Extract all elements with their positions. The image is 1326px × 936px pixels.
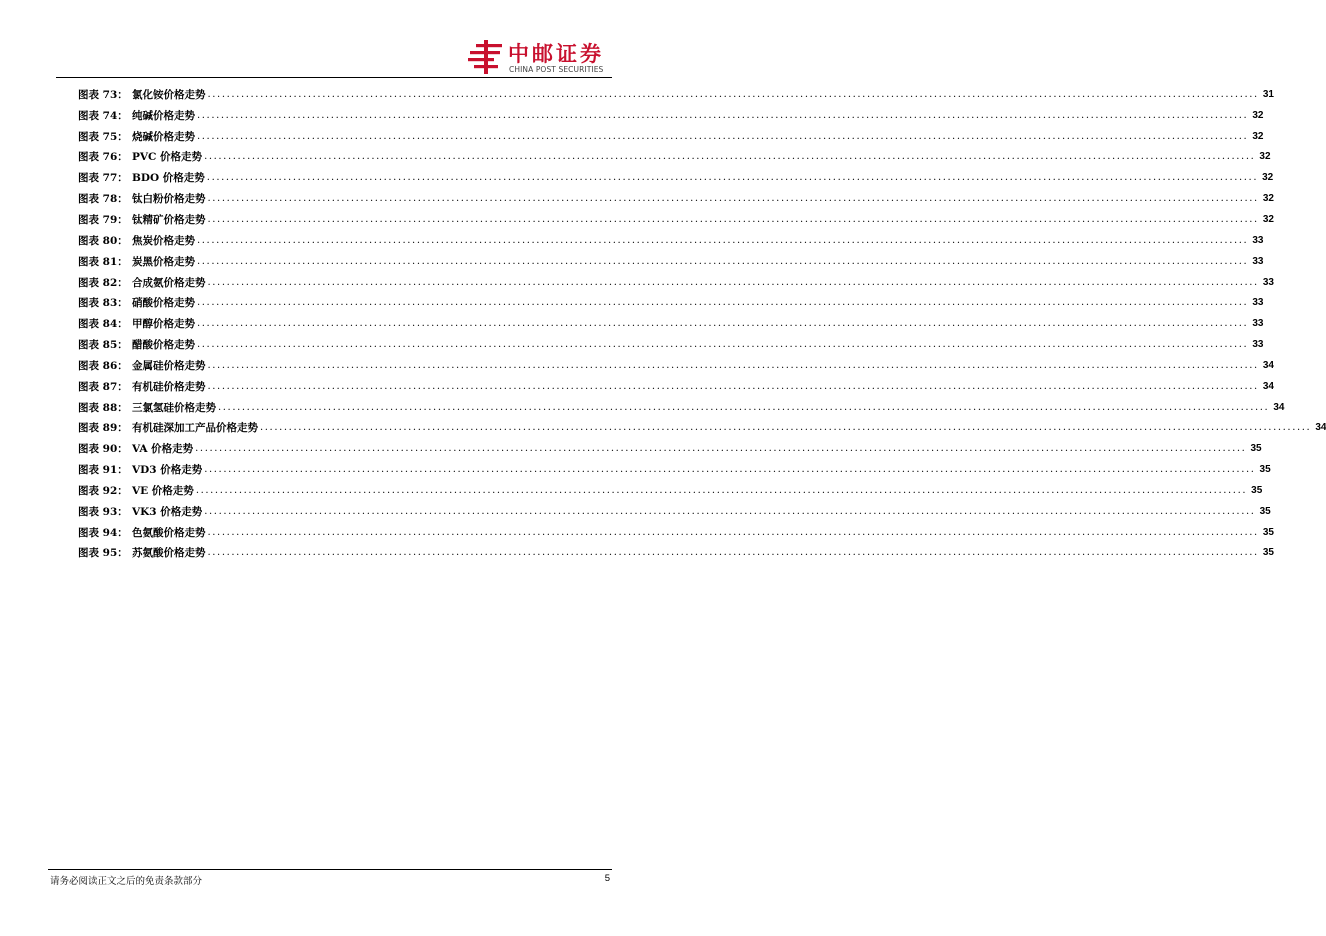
- toc-figure-title[interactable]: 钛白粉价格走势: [132, 193, 206, 206]
- toc-dot-leader: ............................................................................................................................................................................................................................: [207, 380, 1259, 392]
- toc-figure-title[interactable]: 有机硅深加工产品价格走势: [132, 422, 258, 435]
- footer-page-number: 5: [604, 873, 610, 884]
- toc-figure-label: 图表 93：: [78, 505, 128, 518]
- toc-figure-label: 图表 76：: [78, 151, 128, 164]
- toc-page-number: 34: [1315, 422, 1326, 434]
- toc-figure-title[interactable]: 苏氨酸价格走势: [132, 547, 206, 560]
- toc-dot-leader: ............................................................................................................................................................................................................................: [195, 443, 1247, 455]
- toc-dot-leader: ............................................................................................................................................................................................................................: [207, 526, 1259, 538]
- toc-page-number: 33: [1252, 297, 1264, 309]
- toc-figure-title[interactable]: BDO 价格走势: [132, 172, 205, 185]
- toc-figure-title[interactable]: 炭黑价格走势: [132, 255, 195, 268]
- logo-chinese-name: 中邮证券: [508, 42, 604, 66]
- toc-page-number: 31: [1262, 88, 1274, 100]
- toc-figure-title[interactable]: PVC 价格走势: [132, 151, 203, 164]
- toc-dot-leader: ............................................................................................................................................................................................................................: [197, 109, 1249, 121]
- toc-figure-title[interactable]: 合成氨价格走势: [132, 276, 206, 289]
- toc-page-number: 33: [1262, 276, 1274, 288]
- toc-figure-label: 图表 86：: [78, 359, 128, 372]
- toc-page-number: 32: [1262, 213, 1274, 225]
- toc-entry[interactable]: [78, 188, 1274, 209]
- toc-figure-label: 图表 79：: [78, 213, 128, 226]
- toc-figure-title[interactable]: 氯化铵价格走势: [132, 88, 206, 101]
- toc-entry[interactable]: [78, 418, 1326, 439]
- toc-figure-label: 图表 80：: [78, 234, 128, 247]
- toc-entry[interactable]: [78, 292, 1264, 313]
- toc-page-number: 32: [1262, 172, 1274, 184]
- toc-dot-leader: ............................................................................................................................................................................................................................: [260, 422, 1312, 434]
- toc-entry[interactable]: [78, 355, 1274, 376]
- toc-dot-leader: ............................................................................................................................................................................................................................: [197, 255, 1249, 267]
- toc-dot-leader: ............................................................................................................................................................................................................................: [206, 172, 1259, 184]
- toc-figure-label: 图表 82：: [78, 276, 128, 289]
- toc-figure-title[interactable]: VE 价格走势: [132, 484, 194, 497]
- toc-figure-label: 图表 75：: [78, 130, 128, 143]
- company-logo: [468, 40, 618, 76]
- toc-figure-label: 图表 87：: [78, 380, 128, 393]
- toc-figure-title[interactable]: 有机硅价格走势: [132, 380, 206, 393]
- toc-entry[interactable]: [78, 376, 1274, 397]
- logo-english-name: CHINA POST SECURITIES: [509, 65, 604, 74]
- toc-figure-label: 图表 83：: [78, 297, 128, 310]
- toc-entry[interactable]: [78, 334, 1264, 355]
- toc-figure-label: 图表 91：: [78, 464, 128, 477]
- toc-page-number: 34: [1273, 401, 1285, 413]
- toc-entry[interactable]: [78, 209, 1274, 230]
- toc-figure-title[interactable]: 醋酸价格走势: [132, 339, 195, 352]
- toc-entry[interactable]: [78, 397, 1285, 418]
- toc-dot-leader: ............................................................................................................................................................................................................................: [218, 401, 1270, 413]
- toc-figure-label: 图表 92：: [78, 484, 128, 497]
- toc-dot-leader: ............................................................................................................................................................................................................................: [207, 88, 1259, 100]
- toc-figure-title[interactable]: 烧碱价格走势: [132, 130, 195, 143]
- toc-dot-leader: ............................................................................................................................................................................................................................: [197, 234, 1249, 246]
- toc-page-number: 32: [1262, 193, 1274, 205]
- toc-figure-title[interactable]: 硝酸价格走势: [132, 297, 195, 310]
- footer-divider: [48, 869, 612, 870]
- toc-figure-label: 图表 84：: [78, 318, 128, 331]
- toc-entry[interactable]: [78, 522, 1274, 543]
- toc-figure-label: 图表 78：: [78, 193, 128, 206]
- toc-entry[interactable]: [78, 480, 1263, 501]
- toc-entry[interactable]: [78, 105, 1264, 126]
- toc-entry[interactable]: [78, 501, 1271, 522]
- toc-figure-title[interactable]: 钛精矿价格走势: [132, 213, 206, 226]
- footer-disclaimer: 请务必阅读正文之后的免责条款部分: [50, 876, 203, 887]
- toc-page-number: 33: [1252, 339, 1264, 351]
- toc-dot-leader: ............................................................................................................................................................................................................................: [197, 297, 1249, 309]
- toc-page-number: 32: [1252, 130, 1264, 142]
- toc-figure-label: 图表 85：: [78, 339, 128, 352]
- china-post-logo-icon: [468, 40, 504, 74]
- toc-dot-leader: ............................................................................................................................................................................................................................: [207, 547, 1259, 559]
- toc-entry[interactable]: [78, 543, 1274, 564]
- toc-figure-label: 图表 95：: [78, 547, 128, 560]
- toc-figure-title[interactable]: VA 价格走势: [132, 443, 194, 456]
- toc-figure-title[interactable]: 焦炭价格走势: [132, 234, 195, 247]
- toc-page-number: 33: [1252, 234, 1264, 246]
- toc-dot-leader: ............................................................................................................................................................................................................................: [204, 151, 1256, 163]
- figure-index-list: [78, 84, 1326, 563]
- toc-entry[interactable]: [78, 126, 1264, 147]
- toc-entry[interactable]: [78, 230, 1264, 251]
- header-divider: [56, 77, 612, 78]
- toc-figure-label: 图表 73：: [78, 88, 128, 101]
- toc-dot-leader: ............................................................................................................................................................................................................................: [207, 213, 1259, 225]
- toc-figure-title[interactable]: 纯碱价格走势: [132, 109, 195, 122]
- toc-page-number: 35: [1259, 464, 1271, 476]
- toc-page-number: 35: [1262, 547, 1274, 559]
- toc-page-number: 35: [1251, 484, 1263, 496]
- toc-figure-label: 图表 89：: [78, 422, 128, 435]
- toc-page-number: 34: [1262, 380, 1274, 392]
- toc-figure-title[interactable]: VD3 价格走势: [132, 464, 203, 477]
- toc-page-number: 32: [1259, 151, 1271, 163]
- toc-entry[interactable]: [78, 438, 1262, 459]
- toc-entry[interactable]: [78, 84, 1274, 105]
- toc-figure-title[interactable]: 三氯氢硅价格走势: [132, 401, 216, 414]
- toc-figure-label: 图表 94：: [78, 526, 128, 539]
- toc-entry[interactable]: [78, 313, 1264, 334]
- toc-entry[interactable]: [78, 147, 1271, 168]
- toc-entry[interactable]: [78, 272, 1274, 293]
- toc-figure-label: 图表 88：: [78, 401, 128, 414]
- toc-figure-label: 图表 77：: [78, 172, 128, 185]
- toc-dot-leader: ............................................................................................................................................................................................................................: [197, 318, 1249, 330]
- toc-figure-title[interactable]: 色氨酸价格走势: [132, 526, 206, 539]
- toc-dot-leader: ............................................................................................................................................................................................................................: [204, 505, 1256, 517]
- toc-figure-label: 图表 90：: [78, 443, 128, 456]
- toc-dot-leader: ............................................................................................................................................................................................................................: [195, 484, 1248, 496]
- toc-figure-title[interactable]: 金属硅价格走势: [132, 359, 206, 372]
- toc-figure-title[interactable]: VK3 价格走势: [132, 505, 203, 518]
- toc-page-number: 34: [1262, 359, 1274, 371]
- toc-entry[interactable]: [78, 459, 1271, 480]
- toc-page-number: 35: [1262, 526, 1274, 538]
- toc-figure-title[interactable]: 甲醇价格走势: [132, 318, 195, 331]
- toc-dot-leader: ............................................................................................................................................................................................................................: [197, 339, 1249, 351]
- toc-dot-leader: ............................................................................................................................................................................................................................: [207, 359, 1259, 371]
- toc-dot-leader: ............................................................................................................................................................................................................................: [207, 193, 1259, 205]
- toc-dot-leader: ............................................................................................................................................................................................................................: [207, 276, 1259, 288]
- toc-page-number: 35: [1259, 505, 1271, 517]
- toc-page-number: 35: [1250, 443, 1262, 455]
- toc-page-number: 32: [1252, 109, 1264, 121]
- toc-page-number: 33: [1252, 255, 1264, 267]
- toc-figure-label: 图表 74：: [78, 109, 128, 122]
- toc-dot-leader: ............................................................................................................................................................................................................................: [204, 464, 1256, 476]
- toc-page-number: 33: [1252, 318, 1264, 330]
- toc-dot-leader: ............................................................................................................................................................................................................................: [197, 130, 1249, 142]
- toc-entry[interactable]: [78, 167, 1274, 188]
- toc-entry[interactable]: [78, 251, 1264, 272]
- toc-figure-label: 图表 81：: [78, 255, 128, 268]
